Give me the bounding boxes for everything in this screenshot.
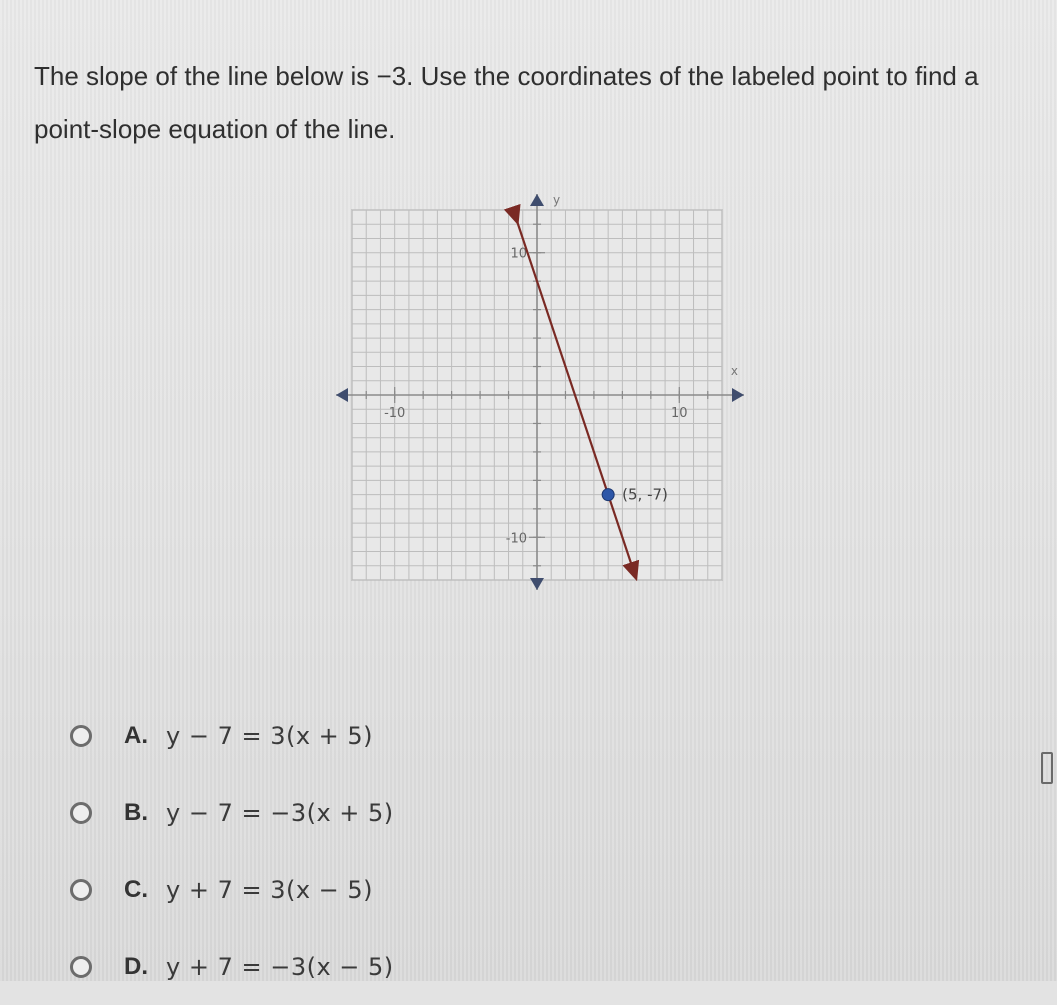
choice-c[interactable] [70,851,670,928]
edge-bracket-icon [1041,752,1053,784]
choice-equation-c: y + 7 = 3(x − 5) [166,875,374,904]
choice-b[interactable] [70,774,670,851]
radio-button-d[interactable] [70,956,92,978]
x-axis-label: x [730,364,738,378]
radio-button-c[interactable] [70,879,92,901]
choice-a[interactable] [70,697,670,774]
coordinate-graph [330,190,750,595]
choice-letter-b: B. [124,798,148,826]
choice-letter-a: A. [124,721,148,749]
labeled-point [602,489,614,501]
x-tick-label-neg: -10 [384,406,406,421]
y-axis-label: y [553,193,561,207]
choice-d[interactable] [70,928,670,1005]
x-tick-label-pos: 10 [671,406,688,421]
question-text: The slope of the line below is −3. Use the coordinates of the labeled point to find a point-slope equation of the line. [34,61,979,144]
y-axis-arrow-down [530,578,544,590]
choice-equation-d: y + 7 = −3(x − 5) [166,952,394,981]
graph-svg [330,190,750,595]
choice-equation-b: y − 7 = −3(x + 5) [166,798,394,827]
y-axis-arrow-up [530,194,544,206]
point-label: (5, -7) [622,485,668,504]
choice-equation-a: y − 7 = 3(x + 5) [166,721,374,750]
y-tick-label-neg: -10 [505,531,527,547]
choice-letter-c: C. [124,875,148,903]
radio-button-b[interactable] [70,802,92,824]
answer-choices [70,697,670,1005]
x-axis-arrow-right [732,388,744,402]
x-axis-arrow-left [336,388,348,402]
choice-letter-d: D. [124,952,148,980]
radio-button-a[interactable] [70,725,92,747]
y-tick-label-pos: 10 [510,246,527,262]
